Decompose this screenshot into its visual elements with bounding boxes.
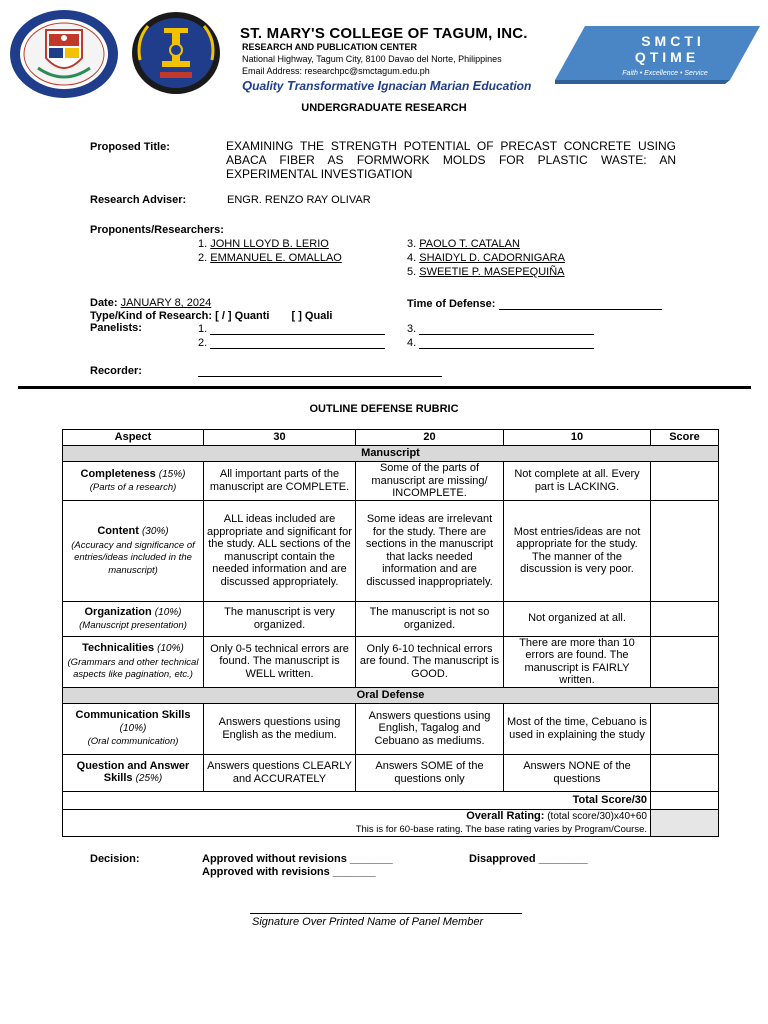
center-name: RESEARCH AND PUBLICATION CENTER [242, 42, 418, 52]
section-row [63, 687, 719, 703]
table-row [63, 601, 719, 636]
college-email: Email Address: researchpc@smctagum.edu.ph [242, 66, 430, 76]
defense-date: Date: JANUARY 8, 2024 [90, 297, 212, 309]
research-type: Type/Kind of Research: [ / ] Quanti [ ] Quali [90, 310, 333, 322]
overall-rating: Overall Rating: (total score/30)x40+60 This is for 60-base rating. The base rating varies by Program/Course. [63, 809, 651, 836]
proponent-1: 1. JOHN LLOYD B. LERIO [198, 238, 329, 250]
criteria-30: Answers questions CLEARLY and ACCURATELY [204, 754, 356, 791]
aspect-cell: Question and Answer Skills (25%) [63, 754, 204, 791]
header-30: 30 [204, 430, 356, 446]
rubric-title: OUTLINE DEFENSE RUBRIC [309, 403, 459, 415]
panelist-2-line: 2. [198, 336, 385, 349]
criteria-20: Some of the parts of manuscript are missing/ INCOMPLETE. [356, 462, 504, 501]
panelist-3-line: 3. [407, 322, 594, 335]
overall-row [63, 809, 719, 836]
proposed-title: EXAMINING THE STRENGTH POTENTIAL OF PRECAST CONCRETE USING ABACA FIBER AS FORMWORK MOLDS FOR PLASTIC WASTE: AN EXPERIMENTAL INVESTIGATION [226, 139, 676, 181]
proponent-5: 5. SWEETIE P. MASEPEQUIÑA [407, 266, 565, 278]
criteria-10: Most of the time, Cebuano is used in explaining the study [504, 703, 651, 754]
proponent-3: 3. PAOLO T. CATALAN [407, 238, 520, 250]
criteria-30: The manuscript is very organized. [204, 601, 356, 636]
signature-line [250, 913, 522, 914]
college-seal-logo [8, 8, 120, 100]
score-cell[interactable] [651, 754, 719, 791]
time-of-defense: Time of Defense: [407, 297, 662, 310]
decision-disapproved[interactable]: Disapproved ________ [469, 853, 588, 865]
document-type: UNDERGRADUATE RESEARCH [301, 102, 467, 114]
criteria-10: Answers NONE of the questions [504, 754, 651, 791]
header-score: Score [651, 430, 719, 446]
table-row [63, 500, 719, 601]
section-manuscript: Manuscript [63, 446, 719, 462]
criteria-10: Not organized at all. [504, 601, 651, 636]
aspect-cell: Organization (10%) (Manuscript presentation) [63, 601, 204, 636]
table-row [63, 754, 719, 791]
aspect-cell: Communication Skills (10%) (Oral communication) [63, 703, 204, 754]
smcti-qtime-banner [555, 22, 760, 84]
score-cell[interactable] [651, 636, 719, 687]
criteria-30: All important parts of the manuscript are COMPLETE. [204, 462, 356, 501]
recorder-label: Recorder: [90, 365, 142, 377]
aspect-cell: Content (30%) (Accuracy and significance of entries/ideas included in the manuscript) [63, 500, 204, 601]
panelist-4-line: 4. [407, 336, 594, 349]
aspect-cell: Technicalities (10%) (Grammars and other technical aspects like pagination, etc.) [63, 636, 204, 687]
score-cell[interactable] [651, 462, 719, 501]
criteria-30: Only 0-5 technical errors are found. The manuscript is WELL written. [204, 636, 356, 687]
criteria-20: Only 6-10 technical errors are found. The manuscript is GOOD. [356, 636, 504, 687]
panelists-label: Panelists: [90, 322, 142, 334]
aspect-cell: Completeness (15%) (Parts of a research) [63, 462, 204, 501]
recorder-line [198, 376, 442, 377]
criteria-30: ALL ideas included are appropriate and significant for the study. ALL sections of the manuscript contain the needed information and are discussed appropriately. [204, 500, 356, 601]
total-score-label: Total Score/30 [63, 791, 651, 809]
criteria-20: The manuscript is not so organized. [356, 601, 504, 636]
panelist-1-line: 1. [198, 322, 385, 335]
decision-approved-with-revisions[interactable]: Approved with revisions _______ [202, 866, 376, 878]
decision-label: Decision: [90, 853, 140, 865]
header-10: 10 [504, 430, 651, 446]
rubric-table [62, 429, 719, 837]
college-address: National Highway, Tagum City, 8100 Davao del Norte, Philippines [242, 54, 502, 64]
total-row [63, 791, 719, 809]
criteria-20: Answers SOME of the questions only [356, 754, 504, 791]
proponent-2: 2. EMMANUEL E. OMALLAO [198, 252, 342, 264]
table-row [63, 703, 719, 754]
criteria-20: Some ideas are irrelevant for the study. There are sections in the manuscript that lacks needed information and are discussed inappropriately. [356, 500, 504, 601]
banner-line3: Faith • Excellence • Service [622, 70, 708, 77]
header-aspect: Aspect [63, 430, 204, 446]
college-motto: Quality Transformative Ignacian Marian Education [242, 78, 532, 93]
criteria-10: There are more than 10 errors are found. The manuscript is FAIRLY written. [504, 636, 651, 687]
time-of-defense-line [499, 297, 662, 310]
section-oral-defense: Oral Defense [63, 687, 719, 703]
signature-caption: Signature Over Printed Name of Panel Member [252, 916, 484, 928]
table-row [63, 636, 719, 687]
score-cell[interactable] [651, 703, 719, 754]
criteria-10: Most entries/ideas are not appropriate for the study. The manner of the discussion is very poor. [504, 500, 651, 601]
divider [18, 386, 751, 389]
banner-line2: QTIME [634, 49, 700, 65]
adviser-name: ENGR. RENZO RAY OLIVAR [227, 194, 371, 206]
overall-rating-cell[interactable] [651, 809, 719, 836]
total-score-cell[interactable] [651, 791, 719, 809]
header-20: 20 [356, 430, 504, 446]
research-center-logo [126, 10, 226, 96]
table-row [63, 462, 719, 501]
score-cell[interactable] [651, 500, 719, 601]
adviser-label: Research Adviser: [90, 194, 187, 206]
criteria-10: Not complete at all. Every part is LACKING. [504, 462, 651, 501]
proponents-label: Proponents/Researchers: [90, 224, 224, 236]
criteria-30: Answers questions using English as the medium. [204, 703, 356, 754]
section-row [63, 446, 719, 462]
proposed-title-label: Proposed Title: [90, 141, 170, 153]
college-name: ST. MARY'S COLLEGE OF TAGUM, INC. [240, 25, 528, 42]
banner-line1: SMCTI [641, 33, 705, 49]
criteria-20: Answers questions using English, Tagalog and Cebuano as mediums. [356, 703, 504, 754]
decision-approved-without-revisions[interactable]: Approved without revisions _______ [202, 853, 393, 865]
proponent-4: 4. SHAIDYL D. CADORNIGARA [407, 252, 565, 264]
score-cell[interactable] [651, 601, 719, 636]
table-header-row [63, 430, 719, 446]
